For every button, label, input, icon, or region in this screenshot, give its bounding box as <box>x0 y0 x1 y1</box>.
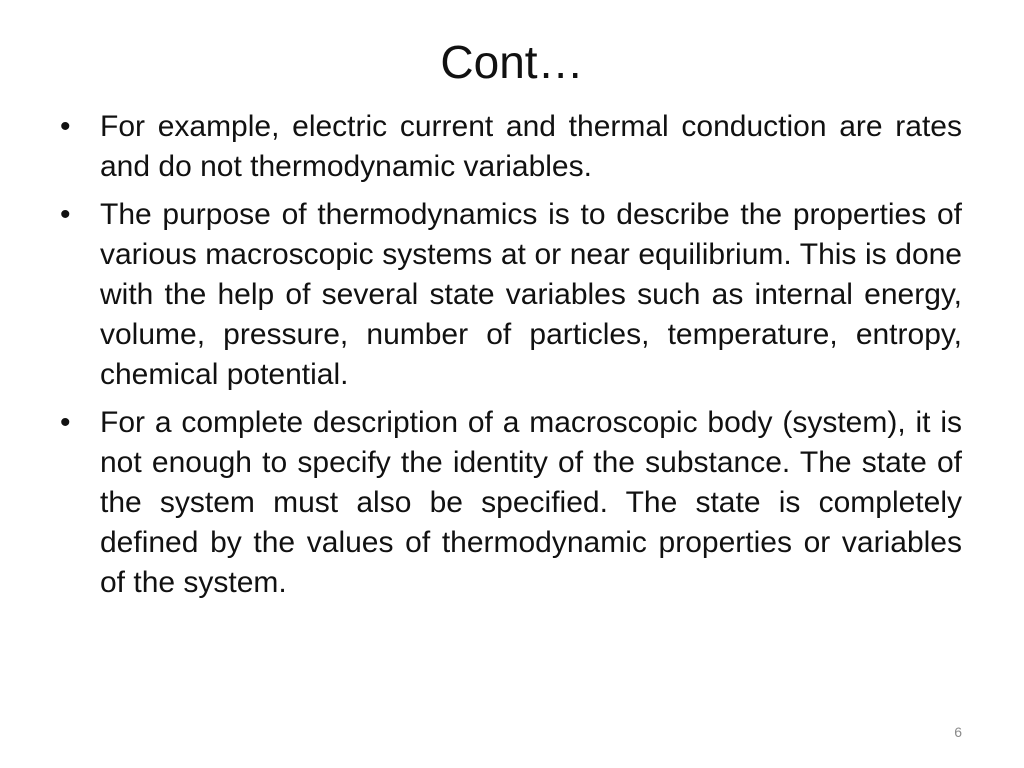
bullet-marker: • <box>60 198 71 231</box>
bullet-text: For example, electric current and thermal conduction are rates and do not thermodynamic variables. <box>100 110 962 183</box>
bullet-item <box>60 403 962 603</box>
bullet-text: The purpose of thermodynamics is to describe the properties of various macroscopic systems at or near equilibrium. This is done with the help of several state variables such as internal energy, volume, pressure, number of particles, temperature, entropy, chemical potential. <box>100 198 962 391</box>
bullet-list <box>60 107 962 611</box>
bullet-item <box>60 195 962 395</box>
bullet-item <box>60 107 962 187</box>
bullet-marker: • <box>60 406 71 439</box>
page-number: 6 <box>954 724 962 740</box>
bullet-marker: • <box>60 110 71 143</box>
slide-title: Cont… <box>440 36 584 88</box>
bullet-text: For a complete description of a macroscopic body (system), it is not enough to specify the identity of the substance. The state of the system must also be specified. The state is completely defined by the values of thermodynamic properties or variables of the system. <box>100 406 962 599</box>
